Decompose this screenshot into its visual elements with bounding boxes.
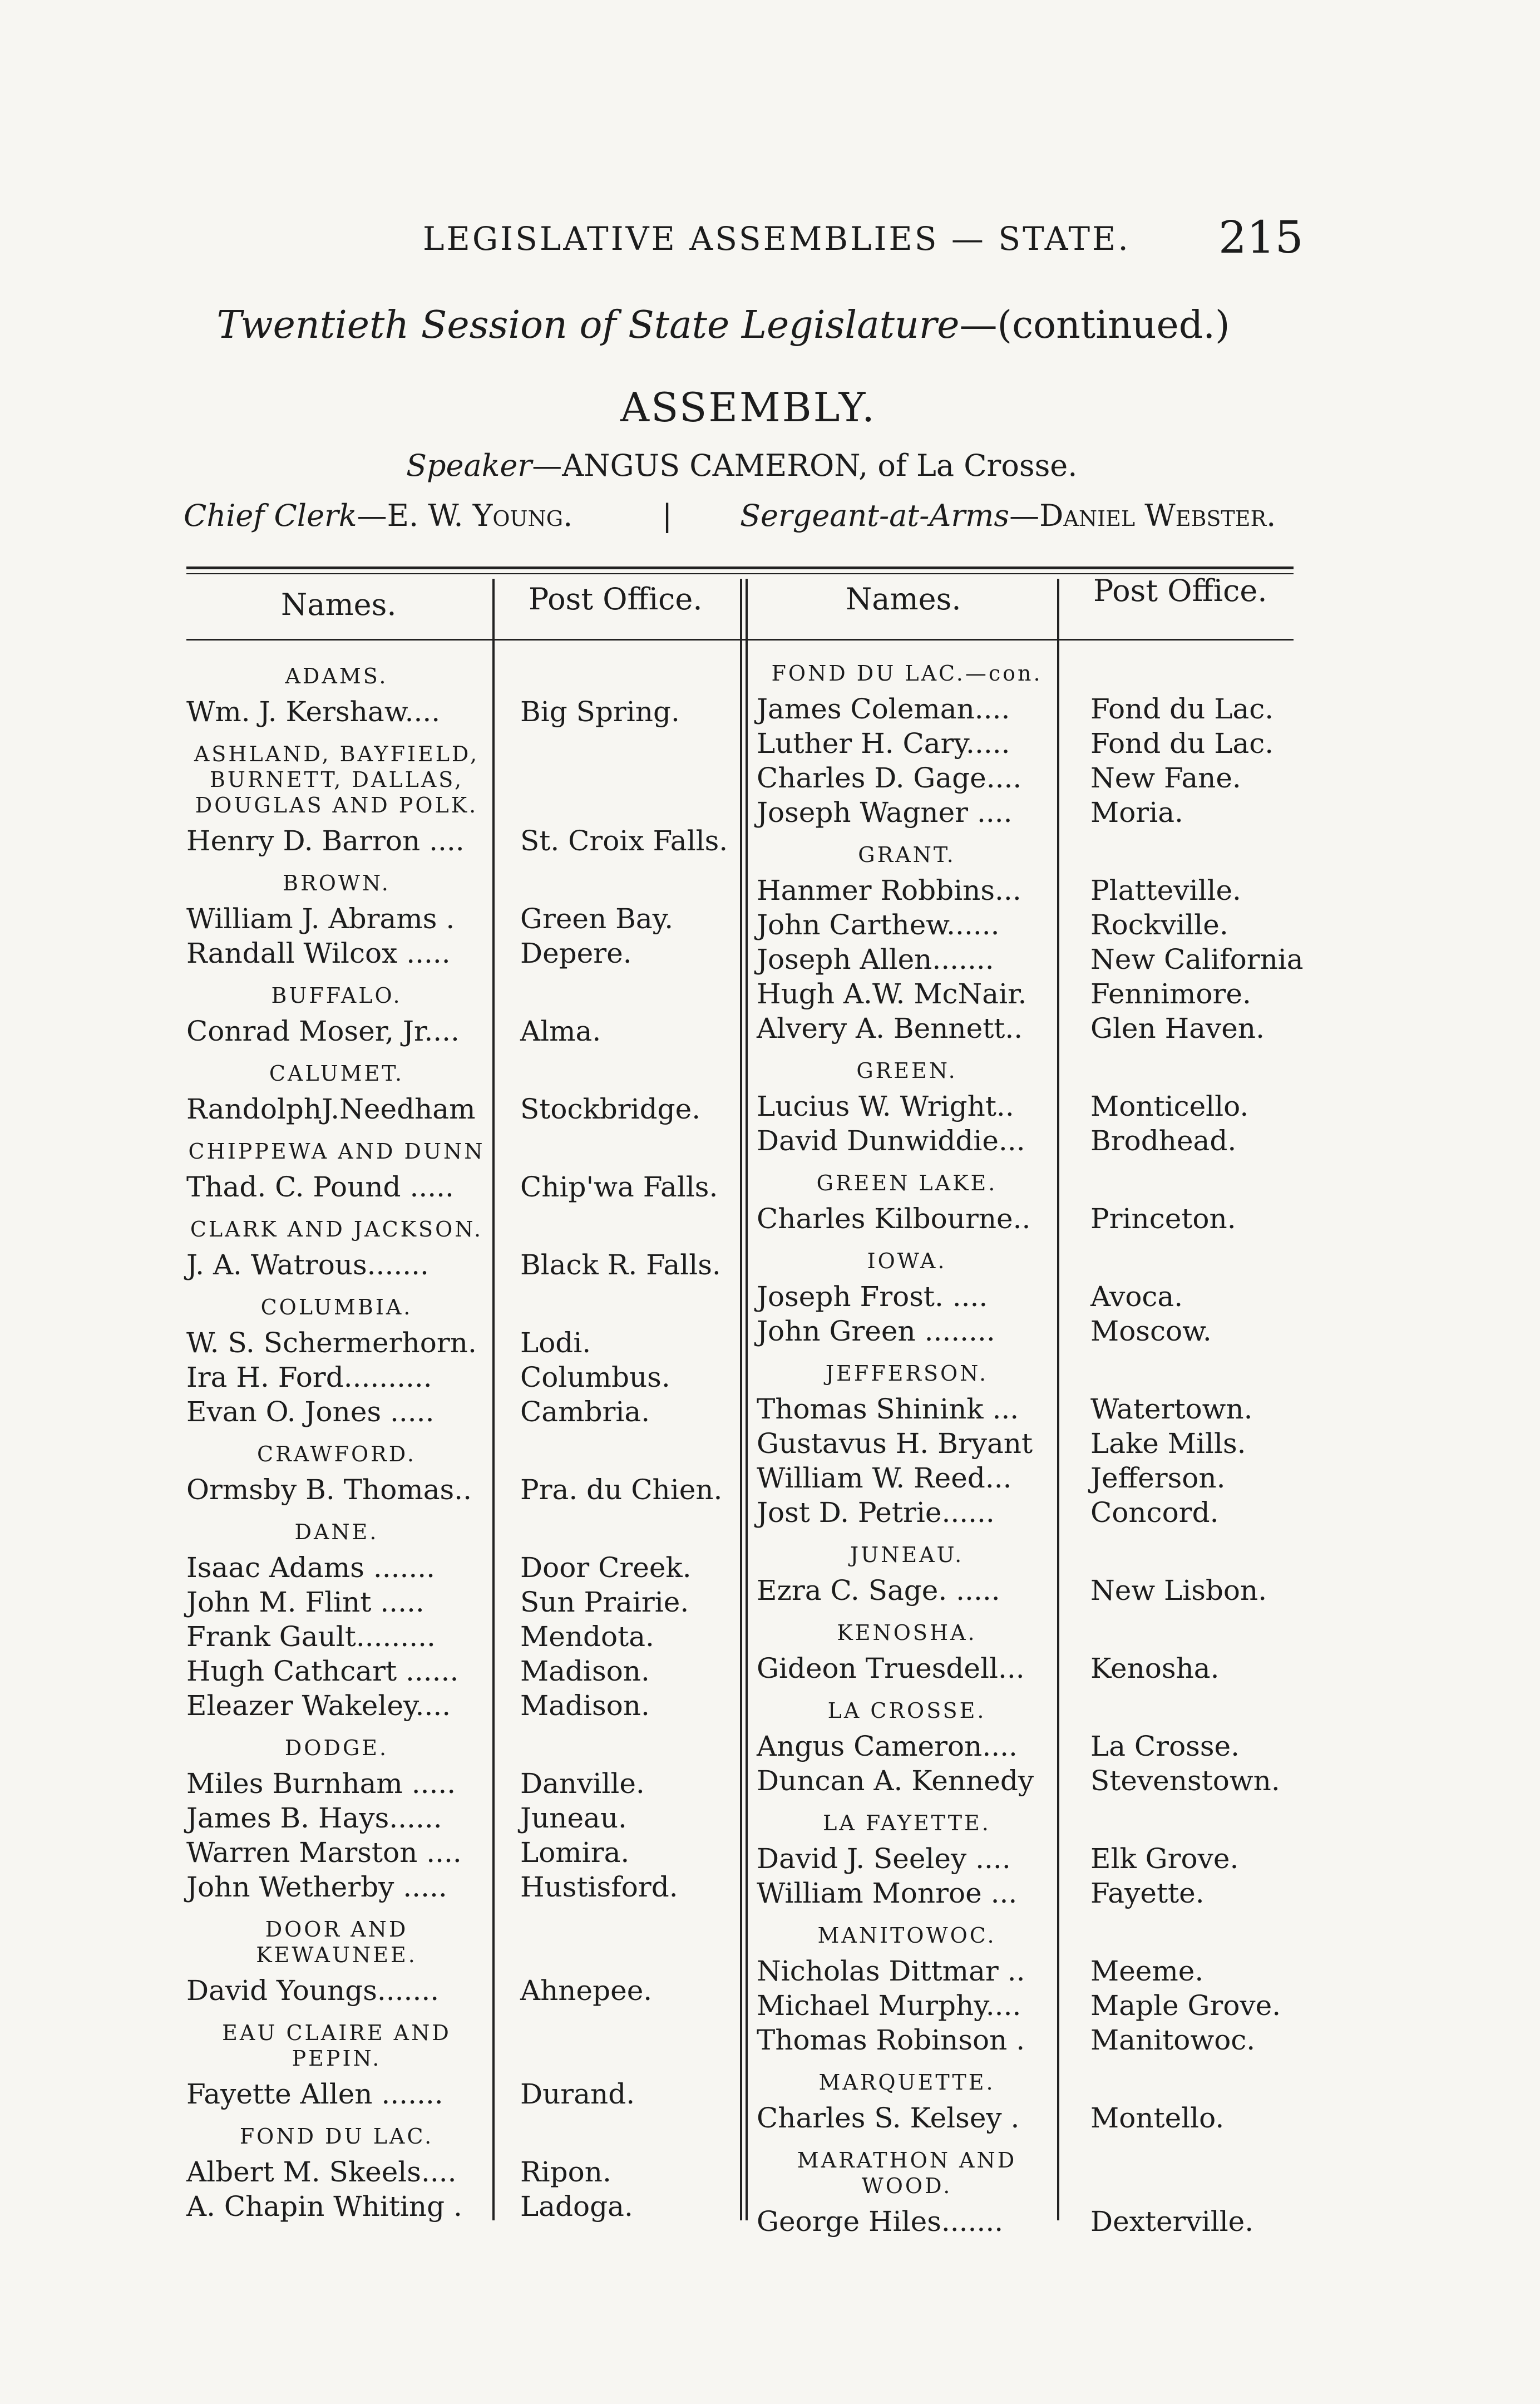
chief-clerk-name: —E. W. Young. bbox=[357, 498, 573, 533]
member-name: Conrad Moser, Jr.... bbox=[186, 1015, 460, 1047]
speaker-name: —ANGUS CAMERON, of La Crosse. bbox=[532, 448, 1078, 483]
member-row bbox=[186, 902, 734, 936]
member-row bbox=[186, 1472, 734, 1507]
member-row bbox=[757, 1124, 1302, 1158]
member-name: Alvery A. Bennett.. bbox=[757, 1012, 1023, 1045]
county-heading: KENOSHA. bbox=[837, 1620, 977, 1645]
member-row bbox=[186, 824, 734, 858]
member-name: Randall Wilcox ..... bbox=[186, 937, 451, 969]
member-row bbox=[186, 1688, 734, 1723]
member-row bbox=[186, 1014, 734, 1048]
sergeant-label: Sergeant-at-Arms bbox=[740, 498, 1010, 533]
member-row bbox=[186, 2189, 734, 2224]
member-row bbox=[757, 1279, 1302, 1314]
table-top-rule bbox=[186, 566, 1294, 569]
member-name: Angus Cameron.... bbox=[757, 1730, 1018, 1762]
member-row bbox=[186, 1619, 734, 1654]
post-office: Manitowoc. bbox=[1090, 2024, 1256, 2056]
post-office: Madison. bbox=[520, 1655, 650, 1687]
member-row bbox=[757, 977, 1302, 1011]
post-office: Lodi. bbox=[520, 1327, 591, 1359]
member-name: Gustavus H. Bryant bbox=[757, 1427, 1033, 1460]
county-heading: CLARK AND JACKSON. bbox=[190, 1217, 483, 1242]
member-row bbox=[757, 942, 1302, 977]
post-office: Lomira. bbox=[520, 1836, 630, 1869]
column-header-post-office: Post Office. bbox=[1093, 573, 1267, 608]
post-office: La Crosse. bbox=[1090, 1730, 1240, 1762]
member-name: William Monroe ... bbox=[757, 1877, 1018, 1909]
member-name: Wm. J. Kershaw.... bbox=[186, 696, 441, 728]
member-name: James B. Hays...... bbox=[186, 1802, 442, 1834]
member-name: Luther H. Cary..... bbox=[757, 727, 1010, 760]
member-name: George Hiles....... bbox=[757, 2205, 1004, 2238]
post-office: Elk Grove. bbox=[1090, 1843, 1239, 1875]
member-row bbox=[186, 1326, 734, 1360]
member-name: J. A. Watrous....... bbox=[186, 1249, 429, 1281]
member-row bbox=[186, 1395, 734, 1429]
center-double-rule bbox=[740, 579, 742, 2220]
member-row bbox=[186, 1654, 734, 1688]
member-name: Warren Marston .... bbox=[186, 1836, 462, 1869]
member-row bbox=[186, 1092, 734, 1126]
county-heading: ADAMS. bbox=[285, 664, 388, 688]
county-heading: GRANT. bbox=[858, 843, 956, 867]
post-office: Watertown. bbox=[1090, 1393, 1253, 1425]
member-row bbox=[757, 1495, 1302, 1530]
post-office: Black R. Falls. bbox=[520, 1249, 721, 1281]
member-row bbox=[757, 908, 1302, 942]
post-office: Cambria. bbox=[520, 1396, 650, 1428]
member-row bbox=[757, 2023, 1302, 2057]
member-row bbox=[757, 1089, 1302, 1124]
member-name: Evan O. Jones ..... bbox=[186, 1396, 435, 1428]
post-office: Columbus. bbox=[520, 1361, 670, 1393]
post-office: New Fane. bbox=[1090, 762, 1241, 794]
center-double-rule bbox=[746, 579, 748, 2220]
post-office: Meeme. bbox=[1090, 1955, 1204, 1987]
post-office: Hustisford. bbox=[520, 1871, 678, 1903]
post-office: Brodhead. bbox=[1090, 1125, 1237, 1157]
county-heading: ASHLAND, BAYFIELD, BURNETT, DALLAS, DOUGLAS AND POLK. bbox=[194, 742, 480, 817]
member-row bbox=[757, 1841, 1302, 1876]
member-name: Ezra C. Sage. ..... bbox=[757, 1574, 1000, 1607]
member-row bbox=[757, 1729, 1302, 1763]
member-name: William W. Reed... bbox=[757, 1462, 1012, 1494]
member-name: Henry D. Barron .... bbox=[186, 825, 465, 857]
member-row bbox=[186, 1766, 734, 1801]
post-office: Fond du Lac. bbox=[1090, 727, 1274, 760]
member-row bbox=[757, 1573, 1302, 1608]
running-title: LEGISLATIVE ASSEMBLIES — STATE. bbox=[423, 220, 1131, 258]
chief-clerk-label: Chief Clerk bbox=[184, 498, 357, 533]
post-office: Maple Grove. bbox=[1090, 1989, 1281, 2022]
member-name: Frank Gault......... bbox=[186, 1620, 436, 1653]
member-name: Isaac Adams ....... bbox=[186, 1551, 436, 1584]
county-heading: FOND DU LAC. bbox=[239, 2124, 434, 2149]
member-row bbox=[757, 2101, 1302, 2135]
county-heading: DANE. bbox=[294, 1520, 379, 1544]
member-name: Hanmer Robbins... bbox=[757, 874, 1021, 907]
speaker-label: Speaker bbox=[406, 448, 532, 483]
post-office: Green Bay. bbox=[520, 903, 674, 935]
column-header-names: Names. bbox=[281, 587, 397, 622]
post-office: St. Croix Falls. bbox=[520, 825, 728, 857]
county-heading: GREEN LAKE. bbox=[816, 1171, 998, 1195]
member-row bbox=[186, 1585, 734, 1619]
page-number: 215 bbox=[1218, 211, 1304, 263]
member-name: Miles Burnham ..... bbox=[186, 1767, 456, 1800]
post-office: Durand. bbox=[520, 2078, 635, 2110]
member-name: John Wetherby ..... bbox=[186, 1871, 447, 1903]
member-row bbox=[186, 1973, 734, 2008]
member-name: Albert M. Skeels.... bbox=[186, 2156, 457, 2188]
section-title: ASSEMBLY. bbox=[620, 384, 876, 431]
member-name: David Youngs....... bbox=[186, 1974, 440, 2007]
member-name: Eleazer Wakeley.... bbox=[186, 1689, 451, 1722]
member-row bbox=[757, 1201, 1302, 1236]
member-row bbox=[757, 1426, 1302, 1461]
county-heading: DOOR AND KEWAUNEE. bbox=[256, 1917, 417, 1967]
member-name: Hugh A.W. McNair. bbox=[757, 978, 1027, 1010]
county-heading: LA CROSSE. bbox=[827, 1698, 986, 1723]
member-row bbox=[757, 1314, 1302, 1348]
member-name: Thomas Robinson . bbox=[757, 2024, 1025, 2056]
member-row bbox=[186, 936, 734, 971]
county-heading: CHIPPEWA AND DUNN bbox=[188, 1139, 485, 1164]
member-name: RandolphJ.Needham bbox=[186, 1093, 476, 1125]
post-office: Concord. bbox=[1090, 1496, 1219, 1529]
county-heading: DODGE. bbox=[284, 1736, 389, 1760]
post-office: Fond du Lac. bbox=[1090, 693, 1274, 725]
post-office: Sun Prairie. bbox=[520, 1586, 689, 1618]
member-name: Jost D. Petrie...... bbox=[757, 1496, 995, 1529]
member-name: Michael Murphy.... bbox=[757, 1989, 1021, 2022]
member-row bbox=[186, 2077, 734, 2111]
post-office: Dexterville. bbox=[1090, 2205, 1254, 2238]
post-office: Fayette. bbox=[1090, 1877, 1205, 1909]
member-name: Hugh Cathcart ...... bbox=[186, 1655, 459, 1687]
county-heading: EAU CLAIRE AND PEPIN. bbox=[222, 2021, 451, 2071]
member-row bbox=[757, 726, 1302, 761]
post-office: Montello. bbox=[1090, 2102, 1225, 2134]
right-column bbox=[757, 648, 1302, 2239]
county-heading: MARATHON AND WOOD. bbox=[797, 2148, 1017, 2198]
post-office: Monticello. bbox=[1090, 1090, 1249, 1122]
member-name: W. S. Schermerhorn. bbox=[186, 1327, 477, 1359]
member-name: John Green ........ bbox=[757, 1315, 995, 1347]
member-name: Gideon Truesdell... bbox=[757, 1652, 1025, 1684]
county-heading: MANITOWOC. bbox=[817, 1923, 996, 1948]
county-heading: GREEN. bbox=[856, 1058, 957, 1083]
member-name: Ira H. Ford.......... bbox=[186, 1361, 432, 1393]
subtitle-italic: Twentieth Session of State Legislature bbox=[216, 303, 960, 347]
post-office: Juneau. bbox=[520, 1802, 627, 1834]
post-office: Danville. bbox=[520, 1767, 645, 1800]
member-row bbox=[757, 1651, 1302, 1686]
member-name: Charles D. Gage.... bbox=[757, 762, 1022, 794]
member-name: Duncan A. Kennedy bbox=[757, 1765, 1034, 1797]
sergeant-name: —Daniel Webster. bbox=[1009, 498, 1276, 533]
member-row bbox=[757, 1988, 1302, 2023]
member-row bbox=[186, 2155, 734, 2189]
member-row bbox=[757, 692, 1302, 726]
county-heading: LA FAYETTE. bbox=[823, 1811, 991, 1835]
member-row bbox=[757, 1011, 1302, 1046]
member-row bbox=[757, 2204, 1302, 2239]
post-office: Door Creek. bbox=[520, 1551, 692, 1584]
member-row bbox=[757, 1392, 1302, 1426]
member-name: John Carthew...... bbox=[757, 909, 1000, 941]
member-name: Nicholas Dittmar .. bbox=[757, 1955, 1025, 1987]
member-name: Joseph Frost. .... bbox=[757, 1280, 988, 1313]
post-office: Kenosha. bbox=[1090, 1652, 1220, 1684]
county-heading: CRAWFORD. bbox=[257, 1442, 416, 1466]
post-office: Lake Mills. bbox=[1090, 1427, 1246, 1460]
county-heading: JUNEAU. bbox=[850, 1543, 964, 1567]
member-row bbox=[757, 1876, 1302, 1910]
county-heading: MARQUETTE. bbox=[818, 2070, 995, 2095]
member-name: Thomas Shinink ... bbox=[757, 1393, 1019, 1425]
post-office: Ladoga. bbox=[520, 2190, 633, 2223]
member-name: Lucius W. Wright.. bbox=[757, 1090, 1014, 1122]
county-heading: FOND DU LAC.—con. bbox=[771, 661, 1043, 686]
post-office: Chip'wa Falls. bbox=[520, 1171, 718, 1203]
member-row bbox=[757, 1954, 1302, 1988]
post-office: Mendota. bbox=[520, 1620, 654, 1653]
member-name: Fayette Allen ....... bbox=[186, 2078, 443, 2110]
county-heading: COLUMBIA. bbox=[260, 1295, 413, 1319]
county-heading: BUFFALO. bbox=[271, 983, 402, 1008]
county-heading: JEFFERSON. bbox=[825, 1361, 989, 1386]
post-office: Jefferson. bbox=[1090, 1462, 1226, 1494]
post-office: Stockbridge. bbox=[520, 1093, 701, 1125]
member-name: David J. Seeley .... bbox=[757, 1843, 1011, 1875]
member-name: Charles Kilbourne.. bbox=[757, 1203, 1031, 1235]
post-office: Ripon. bbox=[520, 2156, 611, 2188]
post-office: Fennimore. bbox=[1090, 978, 1251, 1010]
member-row bbox=[186, 1870, 734, 1904]
member-row bbox=[186, 1170, 734, 1204]
left-column bbox=[186, 651, 734, 2224]
member-name: David Dunwiddie... bbox=[757, 1125, 1025, 1157]
member-name: James Coleman.... bbox=[757, 693, 1010, 725]
member-name: Joseph Allen....... bbox=[757, 943, 994, 976]
member-name: William J. Abrams . bbox=[186, 903, 455, 935]
post-office: Pra. du Chien. bbox=[520, 1474, 723, 1506]
post-office: New Lisbon. bbox=[1090, 1574, 1267, 1607]
column-header-names: Names. bbox=[846, 582, 961, 617]
member-row bbox=[186, 1835, 734, 1870]
post-office: Avoca. bbox=[1090, 1280, 1183, 1313]
member-name: Ormsby B. Thomas.. bbox=[186, 1474, 472, 1506]
member-row bbox=[186, 1248, 734, 1282]
member-row bbox=[757, 1461, 1302, 1495]
member-name: Thad. C. Pound ..... bbox=[186, 1171, 454, 1203]
column-header-post-office: Post Office. bbox=[529, 582, 703, 617]
county-heading: IOWA. bbox=[867, 1249, 947, 1273]
member-row bbox=[757, 761, 1302, 795]
post-office: Alma. bbox=[520, 1015, 601, 1047]
county-heading: CALUMET. bbox=[269, 1061, 404, 1086]
subtitle-rest: —(continued.) bbox=[959, 303, 1230, 347]
session-subtitle bbox=[0, 303, 1447, 347]
post-office: Depere. bbox=[520, 937, 632, 969]
member-name: John M. Flint ..... bbox=[186, 1586, 425, 1618]
officer-separator: | bbox=[662, 498, 673, 533]
member-row bbox=[757, 795, 1302, 830]
speaker-line bbox=[406, 448, 1077, 483]
post-office: Moria. bbox=[1090, 796, 1183, 829]
member-row bbox=[186, 1550, 734, 1585]
post-office: Glen Haven. bbox=[1090, 1012, 1265, 1045]
member-name: A. Chapin Whiting . bbox=[186, 2190, 462, 2223]
member-name: Joseph Wagner .... bbox=[757, 796, 1013, 829]
post-office: Moscow. bbox=[1090, 1315, 1212, 1347]
member-row bbox=[757, 873, 1302, 908]
member-row bbox=[186, 694, 734, 729]
member-row bbox=[186, 1801, 734, 1835]
post-office: Stevenstown. bbox=[1090, 1765, 1280, 1797]
member-row bbox=[186, 1360, 734, 1395]
member-row bbox=[757, 1763, 1302, 1798]
post-office: New California bbox=[1090, 943, 1304, 976]
post-office: Ahnepee. bbox=[520, 1974, 653, 2007]
post-office: Big Spring. bbox=[520, 696, 680, 728]
member-name: Charles S. Kelsey . bbox=[757, 2102, 1020, 2134]
county-heading: BROWN. bbox=[283, 871, 391, 895]
post-office: Princeton. bbox=[1090, 1203, 1236, 1235]
clerk-line bbox=[184, 498, 1296, 533]
post-office: Madison. bbox=[520, 1689, 650, 1722]
post-office: Rockville. bbox=[1090, 909, 1228, 941]
post-office: Platteville. bbox=[1090, 874, 1241, 907]
